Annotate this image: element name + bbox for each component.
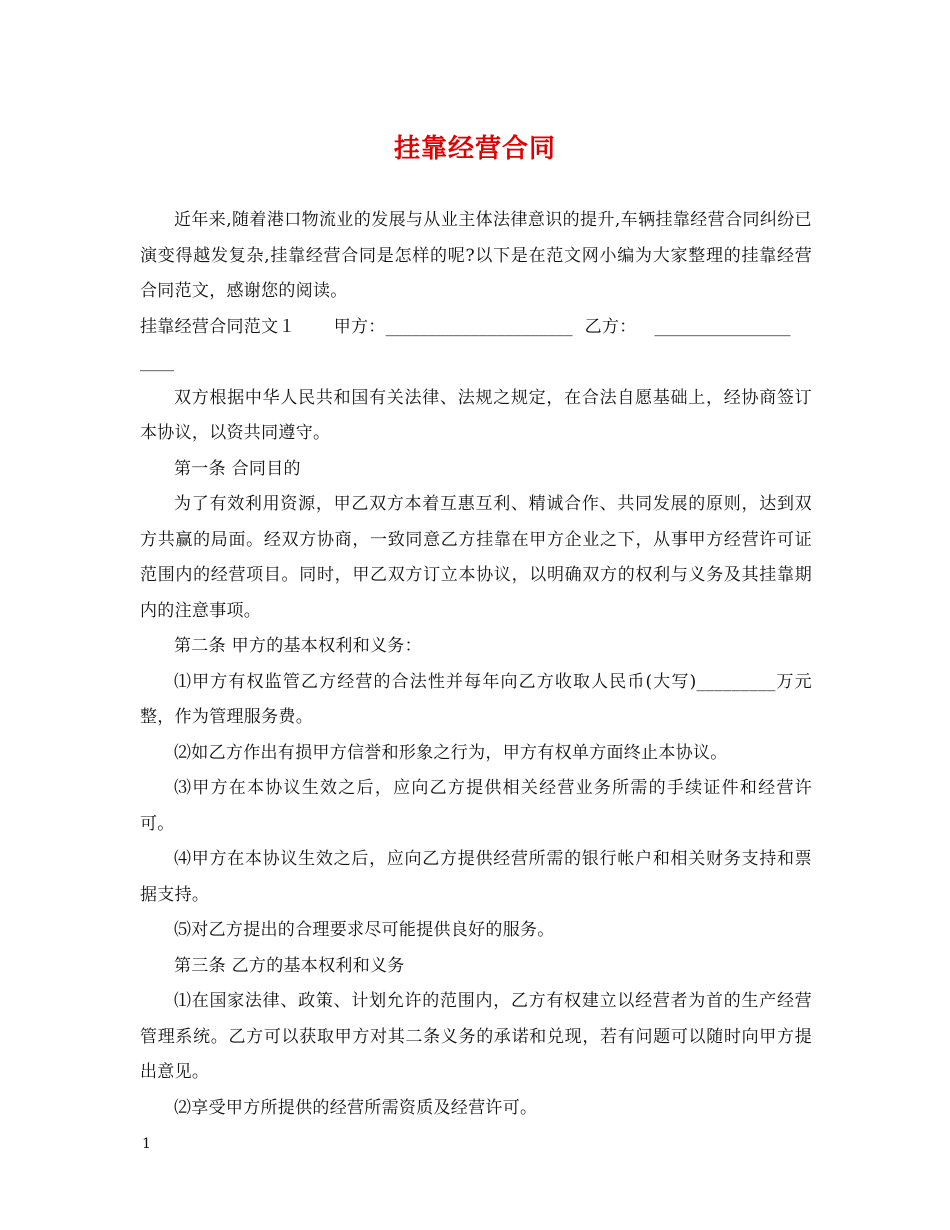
- article-2-item: ⑶甲方在本协议生效之后，应向乙方提供相关经营业务所需的手续证件和经营许可。: [140, 778, 812, 834]
- party-b-label: 乙方：: [584, 316, 637, 337]
- article-1-text: 为了有效利用资源，甲乙双方本着互惠互利、精诚合作、共同发展的原则，达到双方共赢的局面。经双方协商，一致同意乙方挂靠在甲方企业之下，从事甲方经营许可证范围内的经营项目。同时，甲乙双方订立本协议，以明确双方的权利与义务及其挂靠期内的注意事项。: [140, 494, 812, 621]
- party-b-blank-continued: ____: [140, 352, 174, 372]
- intro-paragraph: 近年来,随着港口物流业的发展与从业主体法律意识的提升,车辆挂靠经营合同纠纷已演变得越发复杂,挂靠经营合同是怎样的呢?以下是在范文网小编为大家整理的挂靠经营合同范文，感谢您的阅读。: [140, 210, 812, 301]
- party-a-blank: ______________________: [385, 316, 573, 337]
- party-a-label: 甲方：: [333, 316, 386, 337]
- article-2-item: ⑸对乙方提出的合理要求尽可能提供良好的服务。: [174, 920, 555, 940]
- article-2-item: ⑵如乙方作出有损甲方信誉和形象之行为，甲方有权单方面终止本协议。: [174, 742, 728, 763]
- article-3-item: ⑴在国家法律、政策、计划允许的范围内，乙方有权建立以经营者为首的生产经营管理系统。乙方可以获取甲方对其二条义务的承诺和兑现，若有问题可以随时向甲方提出意见。: [140, 991, 812, 1082]
- page-number: 1: [142, 1136, 151, 1152]
- article-2-title: 第二条 甲方的基本权利和义务：: [174, 636, 422, 656]
- article-1-title: 第一条 合同目的: [174, 458, 301, 479]
- article-3-title: 第三条 乙方的基本权利和义务: [174, 955, 405, 976]
- preamble-paragraph: 双方根据中华人民共和国有关法律、法规之规定，在合法自愿基础上，经协商签订本协议，以资共同遵守。: [140, 387, 812, 443]
- document-body: [140, 203, 812, 1126]
- document-title: 挂靠经营合同: [393, 134, 556, 164]
- article-2-item: ⑷甲方在本协议生效之后，应向乙方提供经营所需的银行帐户和相关财务支持和票据支持。: [140, 849, 812, 905]
- article-3-item: ⑵享受甲方所提供的经营所需资质及经营许可。: [174, 1097, 538, 1118]
- article-2-item: ⑴甲方有权监管乙方经营的合法性并每年向乙方收取人民币(大写)_________万元整，作为管理服务费。: [140, 671, 812, 727]
- sample-heading-line: [140, 310, 812, 346]
- sample-heading: 挂靠经营合同范文１: [140, 316, 296, 337]
- party-b-blank: ________________: [654, 316, 791, 337]
